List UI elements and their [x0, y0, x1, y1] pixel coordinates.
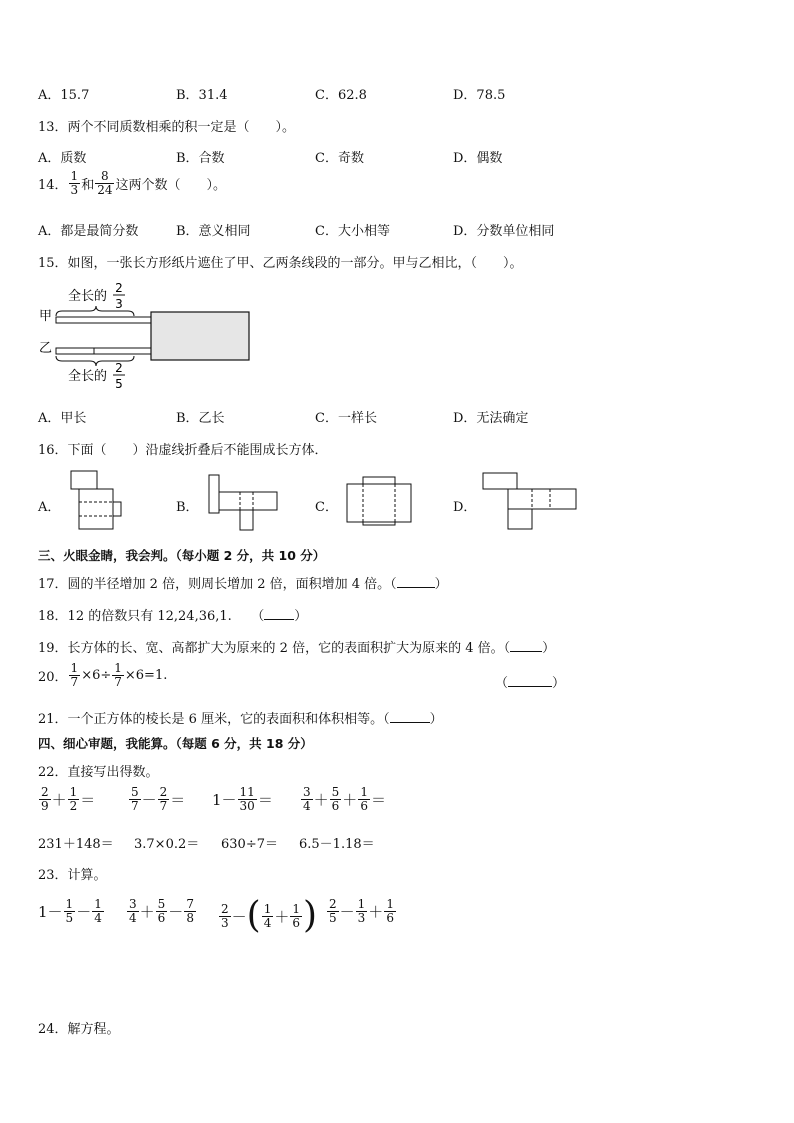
q22-expr-6[interactable]: 3.7×0.2＝ [134, 837, 200, 852]
section-3-heading: 三、火眼金睛，我会判。（每小题 2 分，共 10 分） [38, 548, 326, 563]
q22-expr-7[interactable]: 630÷7＝ [221, 837, 278, 852]
q23-expr-2[interactable]: $\frac{3}{4}$ ＋ $\frac{5}{6}$ － $\frac{7}{8}$ [129, 897, 194, 925]
q14-option-c[interactable]: C．大小相等 [315, 224, 390, 239]
q15-figure [38, 280, 258, 392]
section-4-heading: 四、细心审题，我能算。（每题 6 分，共 18 分） [38, 736, 313, 751]
q22-stem: 22．直接写出得数。 [38, 765, 159, 780]
q14-option-d[interactable]: D．分数单位相同 [453, 224, 555, 239]
q13-stem: 13．两个不同质数相乘的积一定是（ ）。 [38, 120, 296, 135]
q12-option-c[interactable]: C．62.8 [315, 88, 367, 103]
q16-label-b[interactable]: B． [176, 500, 199, 515]
q15-bottom-num: 2 [115, 361, 123, 375]
q13-option-d[interactable]: D．偶数 [453, 151, 503, 166]
q14-number: 14． [38, 177, 68, 193]
q23-expr-1[interactable]: 1－ $\frac{1}{5}$ － $\frac{1}{4}$ [38, 897, 102, 925]
q19: 19．长方体的长、宽、高都扩大为原来的 2 倍，它的表面积扩大为原来的 4 倍。（ ） [38, 641, 556, 656]
q12-option-a[interactable]: A．15.7 [38, 88, 90, 103]
q14-tail: 这两个数（ ）。 [115, 177, 226, 193]
q20: 20． $\frac{1}{7}$ ×6÷ $\frac{1}{7}$ ×6=1. [38, 661, 168, 689]
q15-option-a[interactable]: A．甲长 [38, 411, 87, 426]
q17-answer-blank[interactable] [397, 587, 435, 588]
q14-fraction-1: $\frac{1}{3}$ [70, 169, 79, 197]
q15-yi: 乙 [39, 341, 53, 356]
q21: 21．一个正方体的棱长是 6 厘米，它的表面积和体积相等。（ ） [38, 712, 443, 727]
q14-option-b[interactable]: B．意义相同 [176, 224, 251, 239]
q22-expr-8[interactable]: 6.5－1.18＝ [299, 837, 375, 852]
q20-answer: （ ） [495, 676, 566, 691]
q22-expr-2[interactable]: $\frac{5}{7}$ － $\frac{2}{7}$ ＝ [131, 785, 186, 813]
q21-answer-blank[interactable] [390, 722, 430, 723]
q13-option-a[interactable]: A．质数 [38, 151, 87, 166]
q16-net-d[interactable] [480, 470, 580, 534]
q17: 17．圆的半径增加 2 倍，则周长增加 2 倍，面积增加 4 倍。（ ） [38, 577, 448, 592]
q20-answer-blank[interactable] [508, 686, 552, 687]
q22-expr-4[interactable]: $\frac{3}{4}$ ＋ $\frac{5}{6}$ ＋ $\frac{1}{6}$ ＝ [303, 785, 386, 813]
q20-fraction-1: $\frac{1}{7}$ [70, 661, 79, 689]
q23-expr-4[interactable]: $\frac{2}{5}$ － $\frac{1}{3}$ ＋ $\frac{1}{6}$ [329, 897, 394, 925]
q14-and: 和 [81, 177, 95, 193]
q13-option-b[interactable]: B．合数 [176, 151, 225, 166]
q15-option-b[interactable]: B．乙长 [176, 411, 225, 426]
q23-expr-3[interactable]: $\frac{2}{3}$ － ( $\frac{1}{4}$ ＋ $\frac{1}{6}$ ) [221, 895, 318, 936]
q12-option-d[interactable]: D．78.5 [453, 88, 506, 103]
q22-expr-5[interactable]: 231＋148＝ [38, 837, 114, 852]
q18: 18．12 的倍数只有 12,24,36,1. （ ） [38, 609, 308, 624]
q15-bottom-label: 全长的 [68, 369, 108, 384]
q15-top-label: 全长的 [68, 289, 108, 304]
q14-option-a[interactable]: A．都是最简分数 [38, 224, 139, 239]
q15-stem: 15．如图，一张长方形纸片遮住了甲、乙两条线段的一部分。甲与乙相比，（ ）。 [38, 256, 523, 271]
q16-label-c[interactable]: C． [315, 500, 338, 515]
q22-expr-1[interactable]: $\frac{2}{9}$ ＋ $\frac{1}{2}$ ＝ [41, 785, 96, 813]
q12-option-b[interactable]: B．31.4 [176, 88, 228, 103]
q14-fraction-2: $\frac{8}{24}$ [97, 169, 113, 197]
q16-net-a[interactable] [68, 468, 124, 534]
q14-stem [38, 170, 226, 196]
q15-option-c[interactable]: C．一样长 [315, 411, 377, 426]
q16-label-d[interactable]: D． [453, 500, 477, 515]
q15-option-d[interactable]: D．无法确定 [453, 411, 529, 426]
q23-stem: 23．计算。 [38, 868, 107, 883]
q15-top-den: 3 [115, 297, 123, 311]
q16-label-a[interactable]: A． [38, 500, 61, 515]
q15-jia: 甲 [39, 309, 53, 324]
q16-net-b[interactable] [206, 472, 282, 534]
q20-fraction-2: $\frac{1}{7}$ [114, 661, 122, 689]
q13-option-c[interactable]: C．奇数 [315, 151, 364, 166]
q16-stem: 16．下面（ ）沿虚线折叠后不能围成长方体． [38, 443, 328, 458]
q15-bottom-den: 5 [115, 377, 123, 391]
q19-answer-blank[interactable] [510, 651, 542, 652]
q15-top-num: 2 [115, 281, 123, 295]
q22-expr-3[interactable]: 1－ $\frac{11}{30}$ ＝ [212, 785, 273, 813]
q24-stem: 24．解方程。 [38, 1022, 120, 1037]
q18-answer-blank[interactable] [264, 619, 294, 620]
q16-net-c[interactable] [344, 474, 416, 528]
